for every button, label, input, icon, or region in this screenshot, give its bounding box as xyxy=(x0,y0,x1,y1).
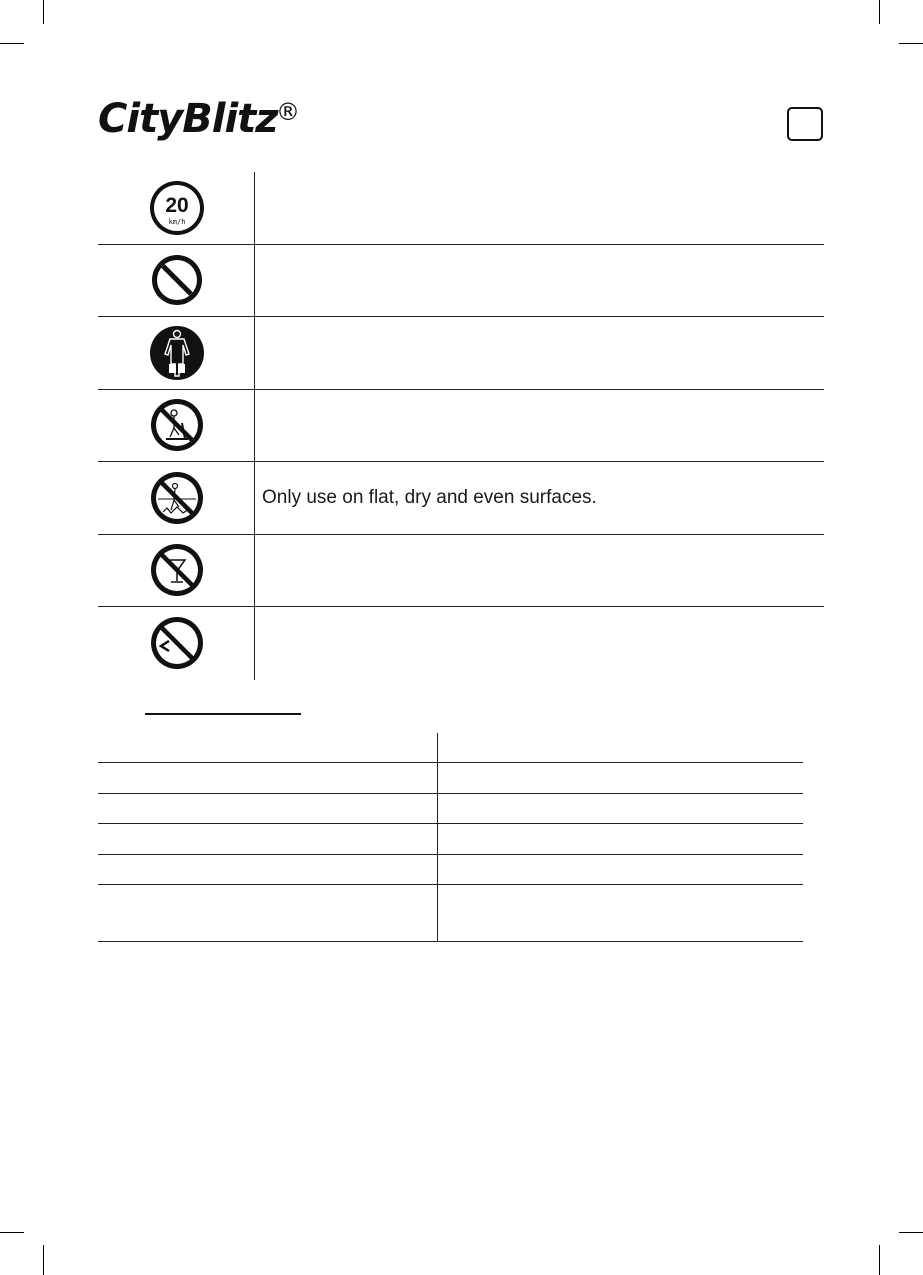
spec-table-row xyxy=(98,733,803,763)
speed-limit-value: 20 xyxy=(164,193,189,217)
no-uneven-surface-icon xyxy=(98,462,255,534)
spec-table xyxy=(98,733,803,942)
no-alcohol-icon xyxy=(98,535,255,607)
section-heading-underline xyxy=(145,713,301,715)
sign-row-no-minors xyxy=(98,607,824,680)
crop-mark-top-right-v xyxy=(879,0,880,24)
crop-mark-top-left-v xyxy=(43,0,44,24)
sign-row-no-alcohol xyxy=(98,535,824,608)
sign-text xyxy=(262,390,824,462)
speed-limit-unit: km/h xyxy=(168,217,185,226)
no-riding-stunt-icon xyxy=(98,390,255,462)
speed-limit-20-icon xyxy=(98,172,255,244)
sign-text xyxy=(262,535,824,607)
safety-sign-table xyxy=(98,172,824,680)
sign-text: Only use on flat, dry and even surfaces. xyxy=(262,486,597,508)
crop-mark-top-left-h xyxy=(0,43,24,44)
registered-mark: ® xyxy=(276,98,299,126)
crop-mark-top-right-h xyxy=(899,43,923,44)
sign-row-prohibition xyxy=(98,245,824,318)
crop-mark-bottom-left-v xyxy=(43,1245,44,1275)
language-badge xyxy=(787,107,823,141)
brand-logo xyxy=(98,96,299,142)
sign-row-surface xyxy=(98,462,824,535)
brand-name: CityBlitz xyxy=(98,96,278,142)
sign-text xyxy=(262,245,824,317)
sign-text xyxy=(262,317,824,389)
crop-mark-bottom-left-h xyxy=(0,1232,24,1233)
sign-text xyxy=(262,172,824,244)
protective-clothing-icon xyxy=(98,317,255,389)
spec-table-row xyxy=(98,855,803,886)
no-minors-icon xyxy=(98,607,255,680)
sign-text xyxy=(262,607,824,680)
sign-row-speed xyxy=(98,172,824,245)
prohibition-icon xyxy=(98,245,255,317)
spec-table-row xyxy=(98,794,803,825)
spec-table-row xyxy=(98,824,803,855)
spec-table-row xyxy=(98,885,803,942)
crop-mark-bottom-right-h xyxy=(899,1232,923,1233)
sign-row-no-stunt xyxy=(98,390,824,463)
crop-mark-bottom-right-v xyxy=(879,1245,880,1275)
sign-row-protective-clothing xyxy=(98,317,824,390)
spec-table-row xyxy=(98,763,803,794)
